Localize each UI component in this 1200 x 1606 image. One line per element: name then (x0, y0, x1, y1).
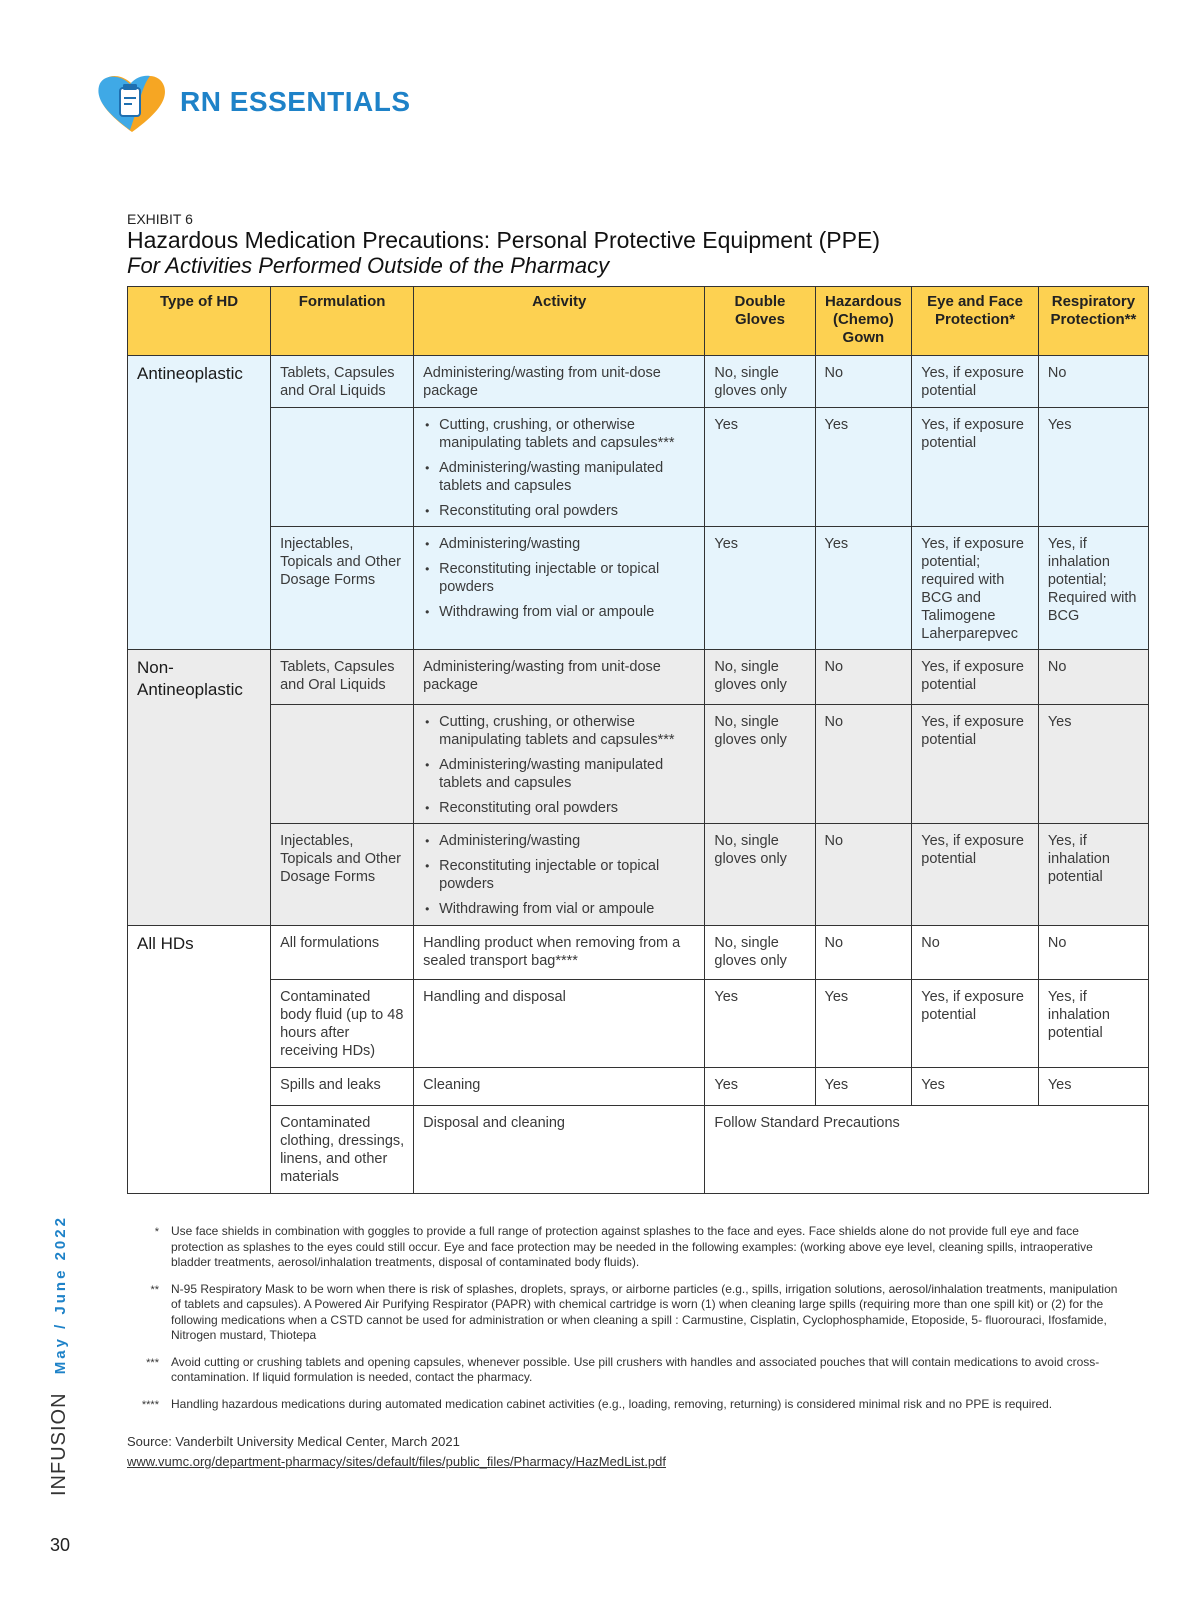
footnote-marker: * (154, 1226, 159, 1238)
activity-cell: Cleaning (414, 1068, 705, 1106)
table-row (128, 824, 1149, 926)
footnote-text: Handling hazardous medications during automated medication cabinet activities (e.g., loading, removing, returning) is considered minimal risk and no PPE is required. (171, 1396, 1053, 1411)
respiratory-cell: Yes, if inhalation potential; Required with BCG (1038, 527, 1148, 650)
activity-bullet: • Reconstituting oral powders (423, 502, 696, 520)
footnote (127, 1224, 1127, 1271)
gown-cell: No (815, 824, 912, 926)
eye-face-cell: Yes, if exposure potential (912, 356, 1039, 408)
activity-cell (414, 408, 705, 527)
ppe-table (127, 286, 1149, 1194)
activity-cell (414, 824, 705, 926)
formulation-cell: Tablets, Capsules and Oral Liquids (271, 356, 414, 408)
group-non-antineoplastic: Non-Antineoplastic (128, 650, 271, 926)
table-row (128, 408, 1149, 527)
page-number: 30 (50, 1535, 71, 1555)
gown-cell: No (815, 926, 912, 980)
footnote (127, 1397, 1127, 1413)
footnote-text: Avoid cutting or crushing tablets and opening capsules, whenever possible. Use pill crushers with handles and associated pouches that will contain medications to avoid cross-contamination. If liquid formulation is needed, contact the pharmacy. (171, 1354, 1100, 1384)
activity-cell: Handling product when removing from a sealed transport bag**** (414, 926, 705, 980)
gown-cell: No (815, 705, 912, 824)
double-gloves-cell: Yes (705, 527, 815, 650)
table-header-row (128, 287, 1149, 356)
double-gloves-cell: No, single gloves only (705, 824, 815, 926)
eye-face-cell: Yes, if exposure potential (912, 824, 1039, 926)
eye-face-cell: Yes, if exposure potential (912, 408, 1039, 527)
group-all-hds: All HDs (128, 926, 271, 1194)
footnote-marker: ** (150, 1283, 159, 1296)
table-row (128, 1068, 1149, 1106)
respiratory-cell: Yes, if inhalation potential (1038, 824, 1148, 926)
table-row (128, 356, 1149, 408)
table-row (128, 1106, 1149, 1194)
respiratory-cell: Yes (1038, 705, 1148, 824)
magazine-sidebar (48, 1215, 71, 1496)
column-header-activity: Activity (414, 287, 705, 356)
activity-cell: Disposal and cleaning (414, 1106, 705, 1194)
footnote-marker: **** (141, 1398, 159, 1411)
respiratory-cell: No (1038, 356, 1148, 408)
gown-cell: Yes (815, 527, 912, 650)
gown-cell: No (815, 650, 912, 705)
gown-cell: Yes (815, 1068, 912, 1106)
source-link[interactable]: www.vumc.org/department-pharmacy/sites/default/files/public_files/Pharmacy/HazMedList.pdf (127, 1454, 667, 1469)
activity-cell: Administering/wasting from unit-dose package (414, 650, 705, 705)
table-row (128, 705, 1149, 824)
footnote (127, 1282, 1127, 1344)
respiratory-cell: No (1038, 650, 1148, 705)
formulation-cell: Injectables, Topicals and Other Dosage Forms (271, 824, 414, 926)
standard-precautions-cell: Follow Standard Precautions (705, 1106, 1149, 1194)
activity-cell (414, 705, 705, 824)
respiratory-cell: Yes (1038, 1068, 1148, 1106)
gown-cell: Yes (815, 408, 912, 527)
column-header-type: Type of HD (128, 287, 271, 356)
table-row (128, 650, 1149, 705)
formulation-cell: Spills and leaks (271, 1068, 414, 1106)
double-gloves-cell: Yes (705, 1068, 815, 1106)
formulation-cell: Tablets, Capsules and Oral Liquids (271, 650, 414, 705)
eye-face-cell: Yes (912, 1068, 1039, 1106)
double-gloves-cell: No, single gloves only (705, 705, 815, 824)
activity-bullet: • Reconstituting injectable or topical powders (423, 857, 696, 893)
rn-essentials-logo (96, 72, 168, 134)
issue-date: May / June 2022 (52, 1215, 69, 1375)
activity-bullet: • Administering/wasting manipulated tablets and capsules (423, 756, 696, 792)
magazine-name: INFUSION (48, 1392, 70, 1496)
respiratory-cell: Yes (1038, 408, 1148, 527)
double-gloves-cell: Yes (705, 980, 815, 1068)
formulation-cell (271, 705, 414, 824)
double-gloves-cell: No, single gloves only (705, 356, 815, 408)
activity-bullet: • Cutting, crushing, or otherwise manipulating tablets and capsules*** (423, 713, 696, 749)
activity-bullet: • Cutting, crushing, or otherwise manipulating tablets and capsules*** (423, 416, 696, 452)
footnote-text: Use face shields in combination with goggles to provide a full range of protection against splashes to the face and eyes. Face shields alone do not provide full eye and face protection as splashes to the eyes could still occur. Eye and face protection may be needed in the following examples: (working above eye level, cleaning spills, intraoperative bladder treatments, aerosol/inhalation treatments, disposal of contaminated body fluids). (171, 1224, 1093, 1269)
footnotes (127, 1224, 1127, 1423)
footnote-marker: *** (146, 1356, 159, 1369)
footnote-text: N-95 Respiratory Mask to be worn when there is risk of splashes, droplets, sprays, or airborne particles (e.g., spills, irrigation solutions, aerosol/inhalation treatments, manipulation of tablets and capsules). A Powered Air Purifying Respirator (PAPR) with chemical cartridge is worn (1) when cleaning large spills (requiring more than one spill kit) or (2) for the following medications when a CSTD cannot be used for administration or when cleaning a spill : Carmustine, Cisplatin, Cyclophosphamide, Etoposide, 5- fluorouraci, Ifosfamide, Nitrogen mustard, Thiotepa (171, 1281, 1118, 1342)
column-header-formulation: Formulation (271, 287, 414, 356)
respiratory-cell: No (1038, 926, 1148, 980)
column-header-double-gloves: Double Gloves (705, 287, 815, 356)
activity-bullet: • Administering/wasting manipulated tablets and capsules (423, 459, 696, 495)
formulation-cell: Contaminated body fluid (up to 48 hours after receiving HDs) (271, 980, 414, 1068)
exhibit-heading (127, 210, 1147, 279)
activity-bullet: • Reconstituting oral powders (423, 799, 696, 817)
column-header-respiratory: Respiratory Protection** (1038, 287, 1148, 356)
footnote (127, 1355, 1127, 1386)
table-row (128, 926, 1149, 980)
gown-cell: No (815, 356, 912, 408)
brand-name: RN ESSENTIALS (180, 86, 411, 117)
activity-bullet: • Withdrawing from vial or ampoule (423, 603, 696, 621)
formulation-cell: Injectables, Topicals and Other Dosage Forms (271, 527, 414, 650)
double-gloves-cell: No, single gloves only (705, 650, 815, 705)
activity-cell (414, 527, 705, 650)
eye-face-cell: Yes, if exposure potential (912, 650, 1039, 705)
column-header-gown: Hazardous (Chemo) Gown (815, 287, 912, 356)
eye-face-cell: Yes, if exposure potential (912, 980, 1039, 1068)
exhibit-title: Hazardous Medication Precautions: Personal Protective Equipment (PPE) (127, 227, 880, 253)
activity-bullet: • Administering/wasting (423, 535, 696, 553)
double-gloves-cell: No, single gloves only (705, 926, 815, 980)
eye-face-cell: Yes, if exposure potential (912, 705, 1039, 824)
activity-cell: Handling and disposal (414, 980, 705, 1068)
formulation-cell (271, 408, 414, 527)
respiratory-cell: Yes, if inhalation potential (1038, 980, 1148, 1068)
double-gloves-cell: Yes (705, 408, 815, 527)
activity-cell: Administering/wasting from unit-dose package (414, 356, 705, 408)
group-antineoplastic: Antineoplastic (128, 356, 271, 650)
eye-face-cell: No (912, 926, 1039, 980)
exhibit-subtitle: For Activities Performed Outside of the Pharmacy (127, 253, 610, 278)
source-citation (127, 1432, 666, 1472)
eye-face-cell: Yes, if exposure potential; required with BCG and Talimogene Laherparepvec (912, 527, 1039, 650)
activity-bullet: • Withdrawing from vial or ampoule (423, 900, 696, 918)
source-label: Source: Vanderbilt University Medical Center, March 2021 (127, 1434, 460, 1449)
column-header-eye-face: Eye and Face Protection* (912, 287, 1039, 356)
table-row (128, 980, 1149, 1068)
exhibit-label: EXHIBIT 6 (127, 211, 193, 227)
formulation-cell: Contaminated clothing, dressings, linens, and other materials (271, 1106, 414, 1194)
gown-cell: Yes (815, 980, 912, 1068)
formulation-cell: All formulations (271, 926, 414, 980)
activity-bullet: • Reconstituting injectable or topical powders (423, 560, 696, 596)
activity-bullet: • Administering/wasting (423, 832, 696, 850)
table-row (128, 527, 1149, 650)
